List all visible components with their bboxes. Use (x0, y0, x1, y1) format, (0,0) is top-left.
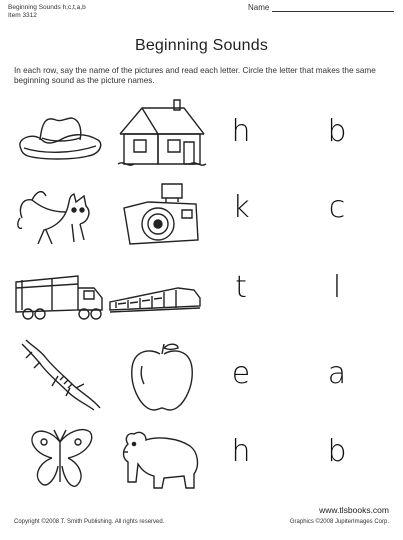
row-5 (0, 420, 403, 500)
train-icon (108, 258, 203, 334)
name-label: Name (248, 3, 270, 12)
worksheet-title: Beginning Sounds h,c,t,a,b (8, 4, 86, 11)
row-2 (0, 176, 403, 256)
letter-option[interactable]: b (327, 114, 347, 149)
website-url[interactable]: www.tlsbooks.com (319, 505, 389, 515)
truck-icon (12, 258, 107, 334)
letter-option[interactable]: t (235, 270, 247, 305)
bear-icon (114, 422, 209, 498)
letter-option[interactable]: e (231, 356, 251, 391)
page-title: Beginning Sounds (134, 37, 269, 54)
row-1 (0, 100, 403, 180)
worksheet-header-info (8, 4, 86, 20)
row-3 (0, 256, 403, 336)
apple-icon (114, 340, 209, 416)
letter-option[interactable]: b (327, 434, 347, 469)
copyright-text: Copyright ©2008 T. Smith Publishing. All rights reserved. (14, 519, 165, 525)
camera-icon (114, 178, 209, 254)
letter-option[interactable]: l (332, 270, 342, 305)
letter-option[interactable]: a (327, 356, 347, 391)
butterfly-icon (12, 422, 107, 498)
letter-option[interactable]: k (232, 190, 250, 225)
letter-option[interactable]: c (328, 190, 346, 225)
name-field-line[interactable] (272, 11, 394, 12)
letter-option[interactable]: h (231, 434, 251, 469)
cat-icon (12, 178, 107, 254)
alligator-icon (12, 336, 107, 412)
row-4 (0, 336, 403, 416)
house-icon (114, 98, 209, 174)
letter-option[interactable]: h (231, 114, 251, 149)
item-number: Item 3312 (8, 12, 37, 19)
hat-icon (12, 102, 107, 178)
instructions: In each row, say the name of the pictures and read each letter. Circle the letter that makes the same beginning sound as the picture names. (14, 66, 376, 85)
graphics-credit: Graphics ©2008 JupiterImages Corp. (289, 519, 389, 525)
